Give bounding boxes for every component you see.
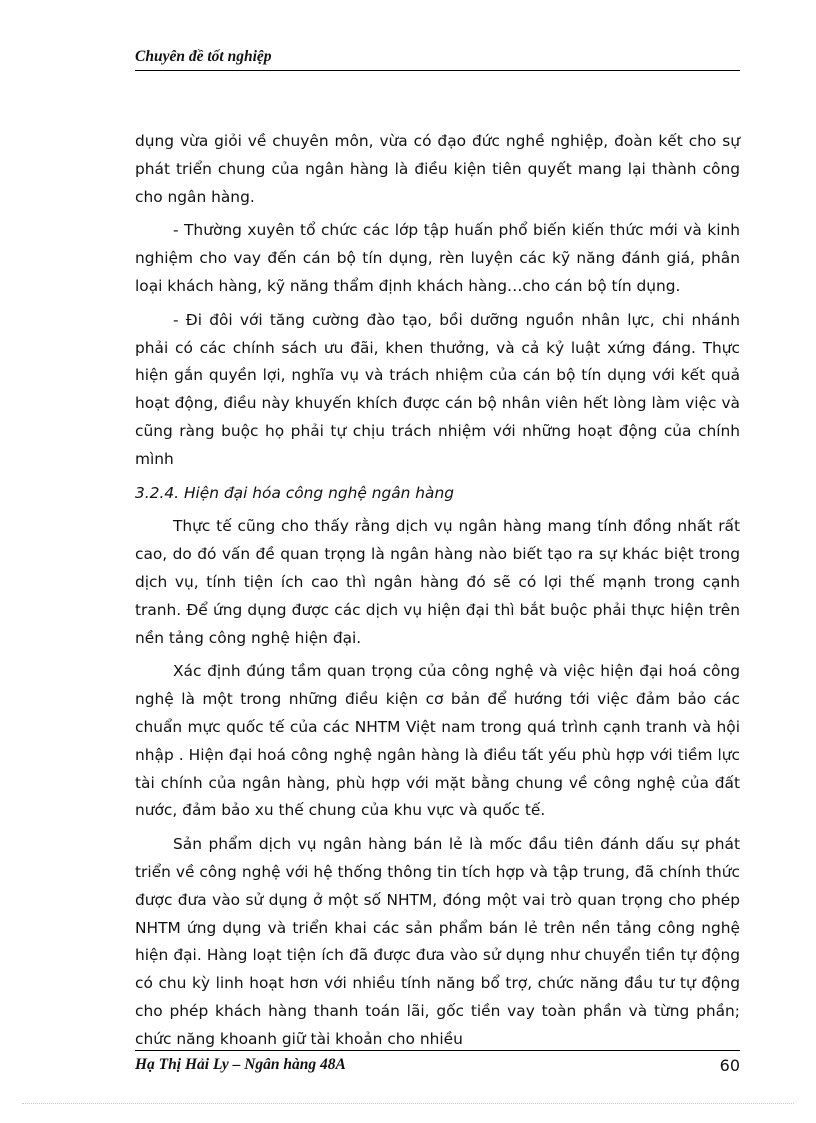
header-title: Chuyên đề tốt nghiệp [135, 48, 272, 65]
paragraph-technology-importance: Xác định đúng tầm quan trọng của công nghệ và việc hiện đại hoá công nghệ là một trong những điều kiện cơ bản để hướng tới việc đảm bảo các chuẩn mực quốc tế của các NHTM Việt nam trong quá trình cạnh tranh và hội nhập . Hiện đại hoá công nghệ ngân hàng là điều tất yếu phù hợp với tiềm lực tài chính của ngân hàng, phù hợp với mặt bằng chung về công nghệ của đất nước, đảm bảo xu thế chung của khu vực và quốc tế. [135, 662, 740, 820]
footer-divider [135, 1050, 740, 1051]
footer-author: Hạ Thị Hải Ly – Ngân hàng 48A [135, 1056, 346, 1073]
paragraph-retail-products: Sản phẩm dịch vụ ngân hàng bán lẻ là mốc đầu tiên đánh dấu sự phát triển về công nghệ với hệ thống thông tin tích hợp và tập trung, đã chính thức được đưa vào sử dụng ở một số NHTM, đóng một vai trò quan trọng cho phép NHTM ứng dụng và triển khai các sản phẩm bán lẻ trên nền tảng công nghệ hiện đại. Hàng loạt tiện ích đã được đưa vào sử dụng như chuyển tiền tự động có chu kỳ linh hoạt hơn với nhiều tính năng bổ trợ, chức năng đầu tư tự động cho phép khách hàng thanh toán lãi, gốc tiền vay toàn phần và từng phần; chức năng khoanh giữ tài khoản cho nhiều [135, 835, 740, 1048]
paragraph-technology-intro: Thực tế cũng cho thấy rằng dịch vụ ngân hàng mang tính đồng nhất rất cao, do đó vấn đề quan trọng là ngân hàng nào biết tạo ra sự khác biệt trong dịch vụ, tính tiện ích cao thì ngân hàng đó sẽ có lợi thế mạnh trong cạnh tranh. Để ứng dụng được các dịch vụ hiện đại thì bắt buộc phải thực hiện trên nền tảng công nghệ hiện đại. [135, 517, 740, 647]
page-edge-divider [22, 1103, 794, 1104]
paragraph-incentives: - Đi đôi với tăng cường đào tạo, bồi dưỡng nguồn nhân lực, chi nhánh phải có các chính sách ưu đãi, khen thưởng, và cả kỷ luật xứng đáng. Thực hiện gắn quyền lợi, nghĩa vụ và trách nhiệm của cán bộ tín dụng với kết quả hoạt động, điều này khuyến khích được cán bộ nhân viên hết lòng làm việc và cũng ràng buộc họ phải tự chịu trách nhiệm với những hoạt động của chính mình [135, 310, 740, 468]
page-number: 60 [719, 1056, 740, 1075]
document-body [135, 128, 740, 1060]
header-divider [135, 70, 740, 71]
paragraph-continuation: dụng vừa giỏi về chuyên môn, vừa có đạo đức nghề nghiệp, đoàn kết cho sự phát triển chung của ngân hàng là điều kiện tiên quyết mang lại thành công cho ngân hàng. [135, 132, 740, 206]
section-heading: 3.2.4. Hiện đại hóa công nghệ ngân hàng [135, 483, 455, 502]
paragraph-training: - Thường xuyên tổ chức các lớp tập huấn phổ biến kiến thức mới và kinh nghiệm cho vay đến cán bộ tín dụng, rèn luyện các kỹ năng đánh giá, phân loại khách hàng, kỹ năng thẩm định khách hàng…cho cán bộ tín dụng. [135, 221, 740, 295]
